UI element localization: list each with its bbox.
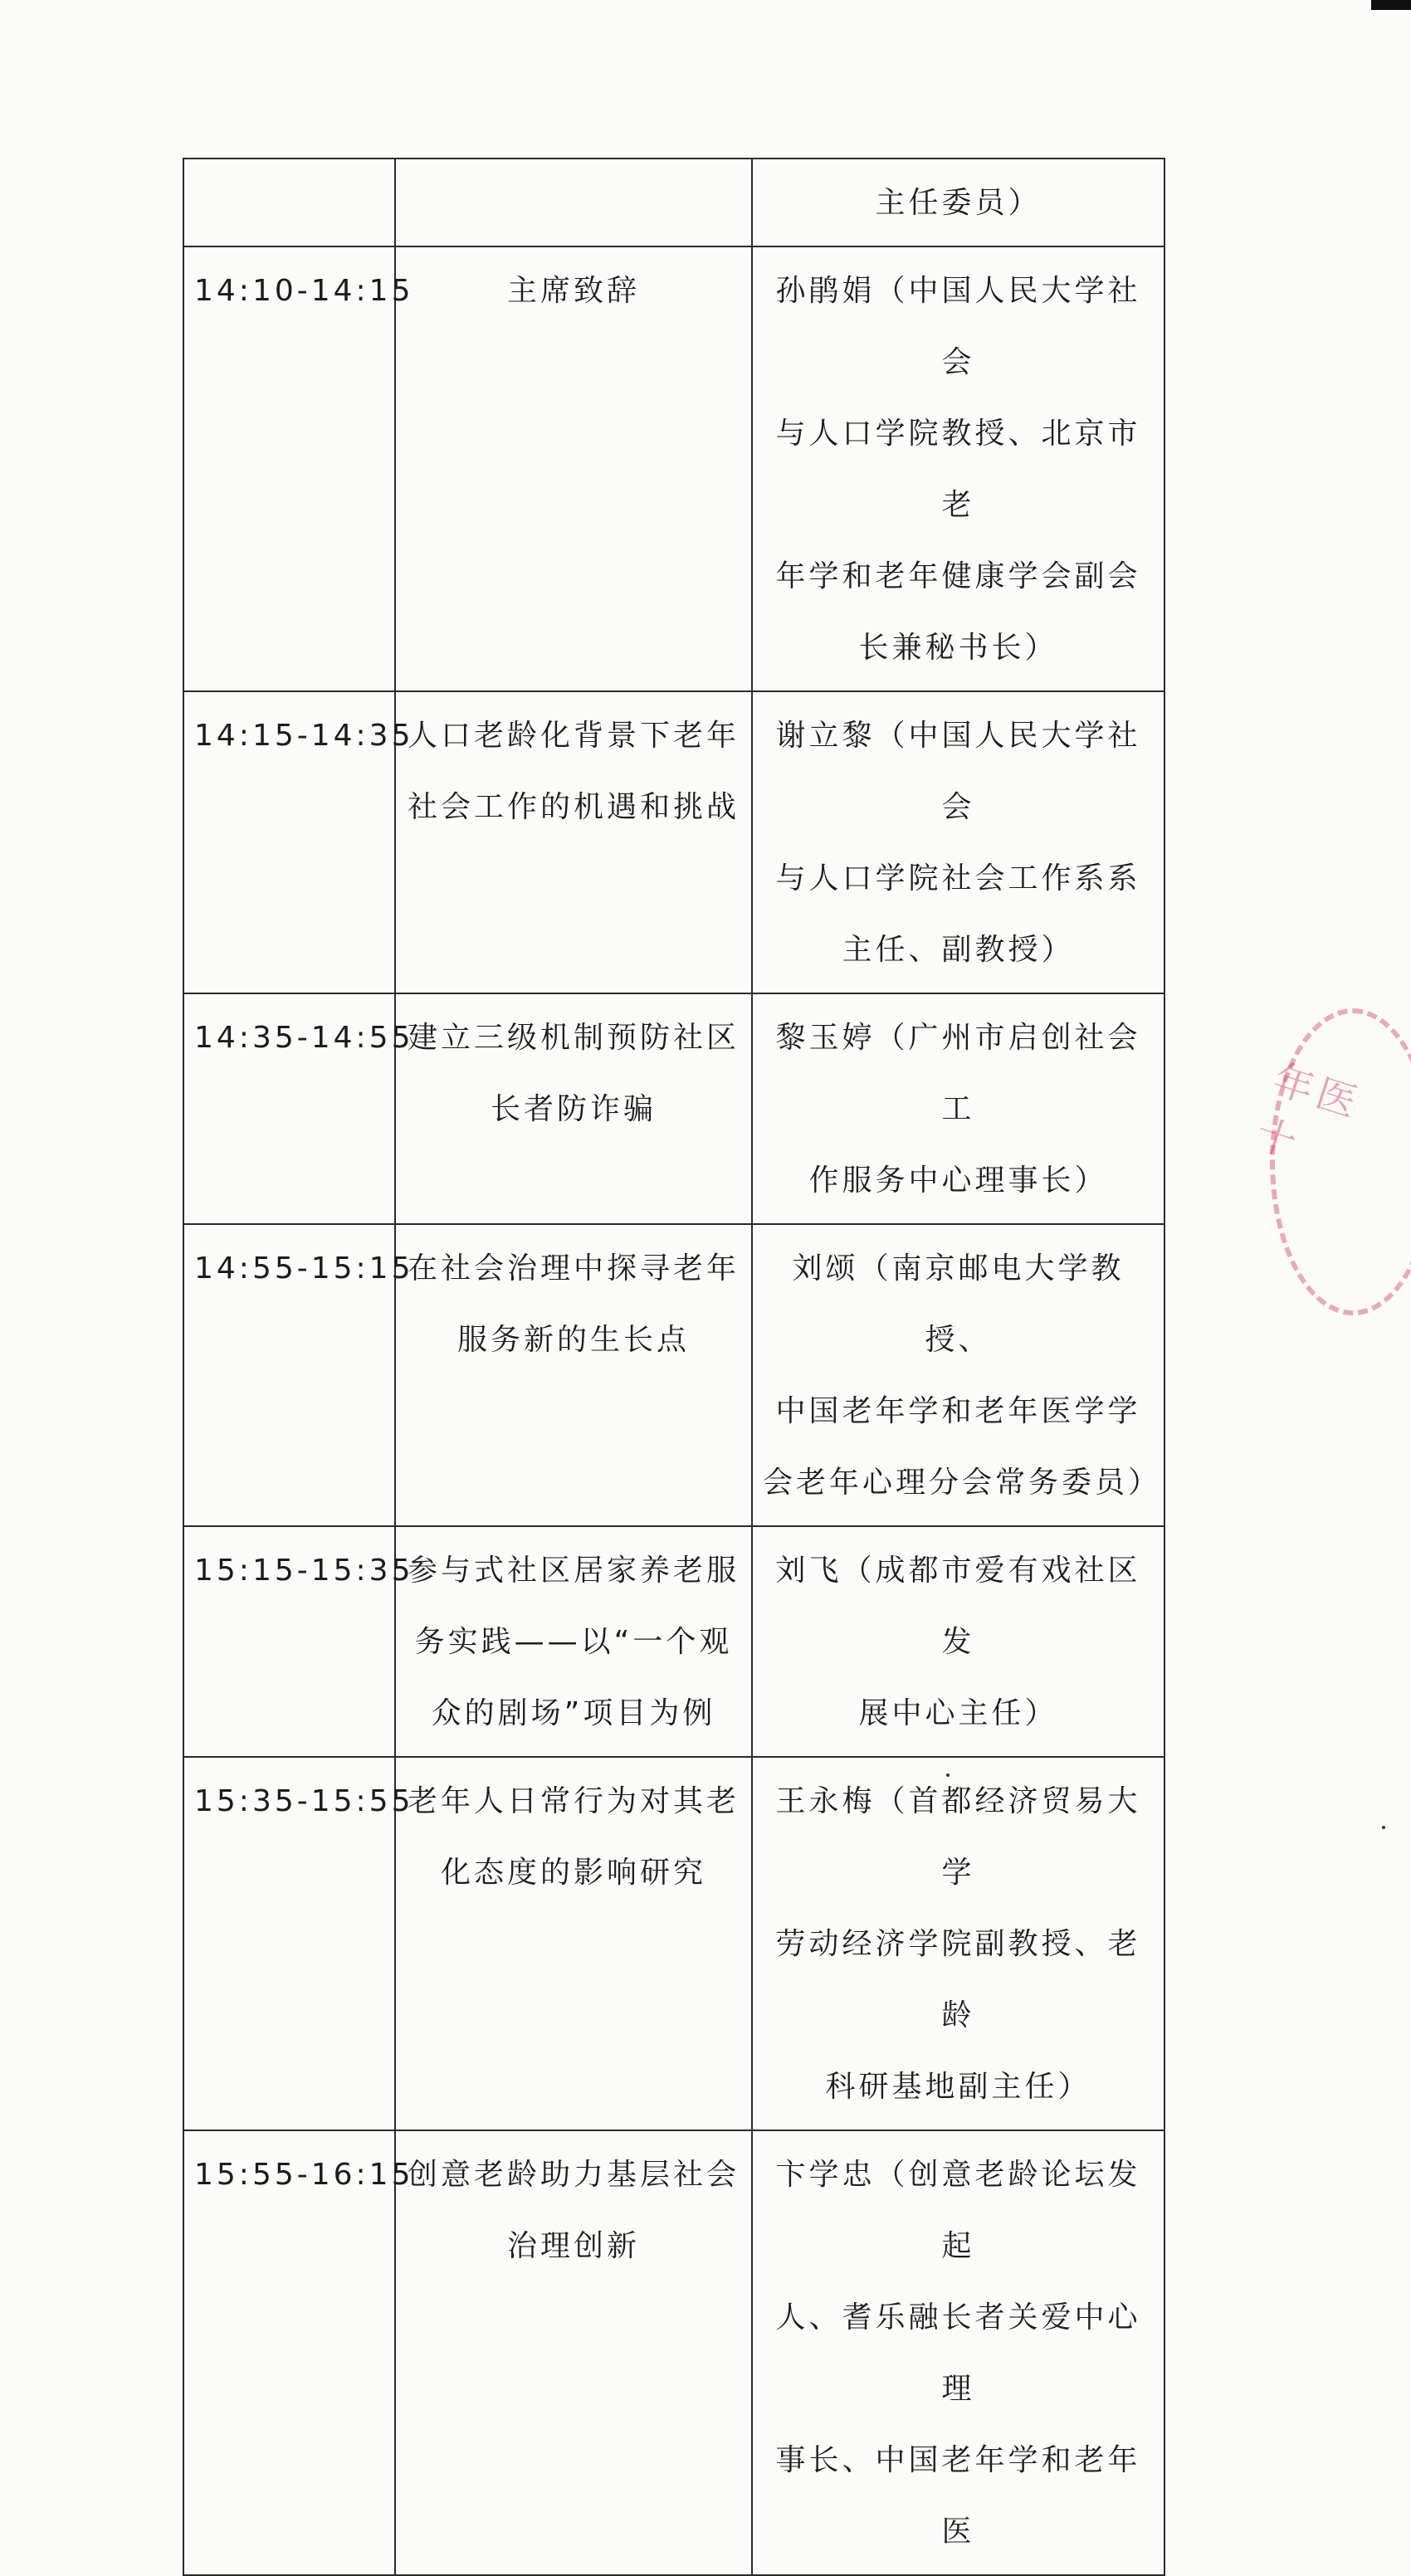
schedule-row [183,2130,1164,2575]
schedule-row [183,159,1164,246]
topic-line: 人口老龄化背景下老年 [407,719,740,753]
time-cell: 14:55-15:15 [183,1224,395,1526]
topic-cell [395,159,752,246]
speaker-line: 谢立黎（中国人民大学社会 [775,719,1141,824]
topic-line: 服务新的生长点 [456,1323,690,1357]
speaker-line: 王永梅（首都经济贸易大学 [775,1784,1141,1890]
speaker-line: 人、耆乐融长者关爱中心理 [775,2300,1141,2406]
speaker-cell [752,159,1164,246]
speaker-line: 科研基地副主任） [825,2070,1091,2104]
schedule-row [183,691,1164,993]
topic-line: 化态度的影响研究 [440,1856,706,1890]
speaker-cell [752,246,1164,691]
topic-line: 社会工作的机遇和挑战 [407,790,740,824]
time-cell: 14:15-14:35 [183,691,395,993]
speaker-line: 中国老年学和老年医学学 [775,1394,1141,1428]
speaker-line: 孙鹃娟（中国人民大学社会 [775,274,1141,379]
time-cell: 15:15-15:35 [183,1526,395,1757]
speaker-line: 黎玉婷（广州市启创社会工 [775,1021,1141,1126]
scan-corner-mark [1371,0,1411,10]
time-cell: 15:35-15:55 [183,1757,395,2130]
topic-line: 主席致辞 [506,274,640,308]
speaker-line: 主任委员） [875,186,1042,220]
topic-cell [395,1526,752,1757]
topic-line: 参与式社区居家养老服 [407,1554,740,1588]
seal-text: 年医十 [1249,1056,1368,1169]
speaker-line: 劳动经济学院副教授、老龄 [775,1927,1141,2032]
schedule-row [183,993,1164,1224]
topic-line: 务实践——以“一个观 [414,1625,733,1659]
topic-cell [395,1757,752,2130]
speaker-line: 会老年心理分会常务委员） [763,1466,1162,1500]
speaker-cell [752,1526,1164,1757]
speaker-line: 刘颂（南京邮电大学教授、 [792,1251,1125,1357]
topic-cell [395,1224,752,1526]
topic-cell [395,2130,752,2575]
topic-cell [395,993,752,1224]
speaker-line: 与人口学院教授、北京市老 [775,417,1141,522]
speaker-cell [752,2130,1164,2575]
topic-line: 创意老龄助力基层社会 [407,2158,740,2192]
speaker-cell [752,691,1164,993]
schedule-row [183,246,1164,691]
time-cell: 14:35-14:55 [183,993,395,1224]
speaker-line: 年学和老年健康学会副会 [775,559,1141,593]
speaker-line: 事长、中国老年学和老年医 [775,2443,1141,2549]
speaker-cell [752,1757,1164,2130]
scan-speck [1382,1826,1385,1829]
topic-line: 长者防诈骗 [490,1092,657,1126]
time-cell: 14:10-14:15 [183,246,395,691]
schedule-table [183,158,1165,2576]
topic-line: 在社会治理中探寻老年 [407,1251,740,1286]
speaker-line: 主任、副教授） [842,933,1075,967]
topic-line: 治理创新 [506,2229,640,2263]
schedule-row [183,1224,1164,1526]
schedule-body [183,159,1164,2575]
schedule-row [183,1757,1164,2130]
time-cell [183,159,395,246]
topic-line: 老年人日常行为对其老 [407,1784,740,1818]
speaker-line: 长兼秘书长） [858,631,1058,665]
speaker-line: 卞学忠（创意老龄论坛发起 [775,2158,1141,2263]
speaker-line: 刘飞（成都市爱有戏社区发 [775,1554,1141,1659]
topic-cell [395,246,752,691]
time-cell: 15:55-16:15 [183,2130,395,2575]
speaker-cell [752,993,1164,1224]
topic-cell [395,691,752,993]
speaker-line: 作服务中心理事长） [808,1164,1108,1198]
topic-line: 众的剧场”项目为例 [431,1696,716,1730]
schedule-row [183,1526,1164,1757]
speaker-line: 展中心主任） [858,1696,1058,1730]
speaker-cell [752,1224,1164,1526]
speaker-line: 与人口学院社会工作系系 [775,861,1141,895]
topic-line: 建立三级机制预防社区 [407,1021,740,1055]
